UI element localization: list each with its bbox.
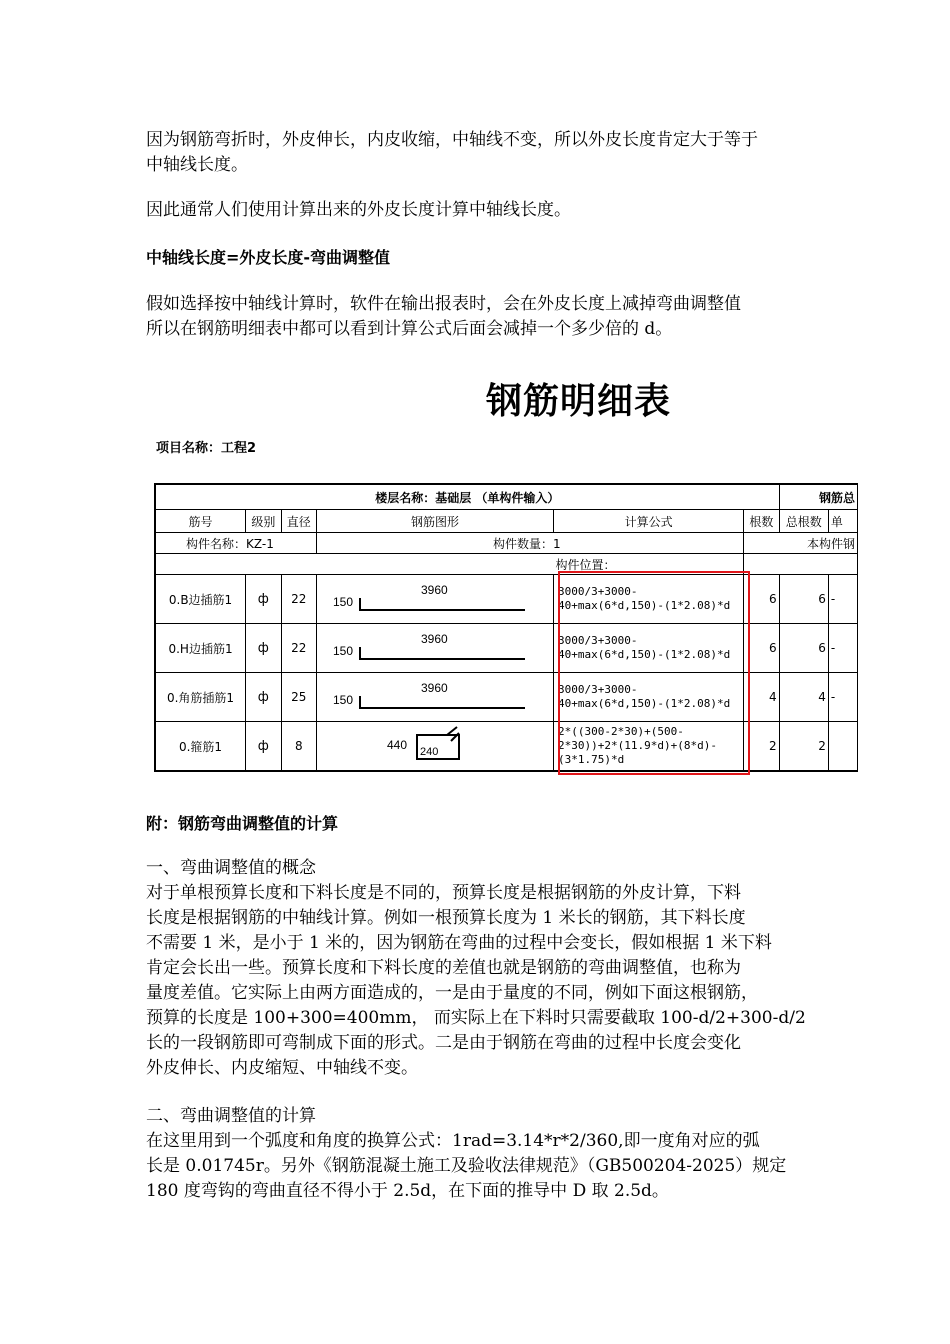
header-cell: 总根数: [779, 510, 828, 533]
text-line: 因为钢筋弯折时，外皮伸长，内皮收缩，中轴线不变，所以外皮长度肯定大于等于: [146, 130, 758, 150]
header-cell: 级别: [246, 510, 281, 533]
text-line: 在这里用到一个弧度和角度的换算公式：1rad=3.14*r*2/360,即一度角对应的弧: [146, 1131, 760, 1151]
rebar-schedule-figure: [146, 365, 858, 785]
component-row: [155, 533, 858, 554]
component-name: 构件名称：KZ-1: [155, 533, 317, 554]
rebar-line: [360, 598, 525, 610]
rebar-line: [360, 647, 525, 659]
header-cell: 直径: [281, 510, 316, 533]
shape-dim-b: 240: [420, 745, 439, 758]
text-line: 不需要 1 米，是小于 1 米的，因为钢筋在弯曲的过程中会变长，假如根据 1 米下料: [146, 933, 772, 953]
shape-dim-a: 150: [333, 643, 354, 658]
rebar-line: [360, 696, 525, 708]
text-line: 长度是根据钢筋的中轴线计算。例如一根预算长度为 1 米长的钢筋，其下料长度: [146, 908, 746, 928]
shape-dim-b: 3960: [421, 582, 448, 597]
text-line: 对于单根预算长度和下料长度是不同的，预算长度是根据钢筋的外皮计算，下料: [146, 883, 741, 903]
text-line: 外皮伸长、内皮缩短、中轴线不变。: [146, 1058, 418, 1078]
shape-cell: [317, 722, 554, 772]
grade-cell: ф: [246, 624, 281, 673]
section-title: 二、弯曲调整值的计算: [146, 1106, 316, 1126]
shape-cell: [317, 575, 554, 624]
shape-cell: [317, 624, 554, 673]
bar-name: 0.角筋插筋1: [155, 673, 246, 722]
total-count-cell: 6: [779, 624, 828, 673]
diameter-cell: 8: [281, 722, 316, 772]
total-count-cell: 6: [779, 575, 828, 624]
formula-cell: 2*((300-2*30)+(500-2*30))+2*(11.9*d)+(8*d)-(3*1.75)*d: [554, 722, 744, 772]
bar-name: 0.B边插筋1: [155, 575, 246, 624]
bar-name: 0.箍筋1: [155, 722, 246, 772]
formula-cell: 3000/3+3000-40+max(6*d,150)-(1*2.08)*d: [554, 624, 744, 673]
component-count: 构件数量：1: [317, 533, 744, 554]
paragraph-2: [146, 198, 816, 223]
stirrup-shape-icon: [319, 723, 551, 767]
diameter-cell: 25: [281, 673, 316, 722]
project-name: 项目名称：工程2: [156, 441, 257, 456]
text-line: 量度差值。它实际上由两方面造成的，一是由于量度的不同，例如下面这根钢筋，: [146, 983, 758, 1003]
figure-title: 钢筋明细表: [486, 381, 672, 422]
text-line: 长的一段钢筋即可弯制成下面的形式。二是由于钢筋在弯曲的过程中长度会变化: [146, 1033, 741, 1053]
section-title: 一、弯曲调整值的概念: [146, 858, 316, 878]
text-line: 因此通常人们使用计算出来的外皮长度计算中轴线长度。: [146, 200, 571, 220]
header-cell: 计算公式: [554, 510, 744, 533]
section-2: [146, 1104, 816, 1204]
shape-dim-a: 150: [333, 594, 354, 609]
header-cell: 根数: [744, 510, 779, 533]
text-line: 附：钢筋弯曲调整值的计算: [146, 814, 339, 833]
formula-cell: 3000/3+3000-40+max(6*d,150)-(1*2.08)*d: [554, 575, 744, 624]
header-cell: 钢筋图形: [317, 510, 554, 533]
component-total-label: 本构件钢: [744, 533, 858, 554]
paragraph-4: [146, 292, 816, 342]
component-position: 构件位置：: [554, 554, 744, 575]
rebar-hook-shape-icon: [319, 576, 551, 620]
text-line: 预算的长度是 100+300=400mm， 而实际上在下料时只需要截取 100-d/2+300-d/2: [146, 1008, 806, 1028]
section-1: [146, 856, 816, 1081]
shape-dim-b: 3960: [421, 631, 448, 646]
appendix-heading: [146, 811, 816, 836]
shape-dim-b: 3960: [421, 680, 448, 695]
total-count-cell: 4: [779, 673, 828, 722]
text-line: 所以在钢筋明细表中都可以看到计算公式后面会减掉一个多少倍的 d。: [146, 319, 673, 339]
position-row: [155, 554, 858, 575]
formula-cell: 3000/3+3000-40+max(6*d,150)-(1*2.08)*d: [554, 673, 744, 722]
text-line: 中轴线长度=外皮长度-弯曲调整值: [146, 248, 391, 267]
floor-row: [155, 484, 858, 510]
floor-total-label: 钢筋总: [779, 484, 857, 510]
paragraph-1: [146, 128, 816, 178]
bar-name: 0.H边插筋1: [155, 624, 246, 673]
count-cell: 2: [744, 722, 779, 772]
diameter-cell: 22: [281, 624, 316, 673]
formula-heading: [146, 245, 816, 270]
shape-dim-a: 150: [333, 692, 354, 707]
diameter-cell: 22: [281, 575, 316, 624]
shape-dim-a: 440: [387, 737, 408, 752]
table-row: [155, 722, 858, 772]
text-line: 长是 0.01745r。另外《钢筋混凝土施工及验收法律规范》（GB500204-2025）规定: [146, 1156, 787, 1176]
count-cell: 6: [744, 575, 779, 624]
text-line: 中轴线长度。: [146, 155, 248, 175]
header-cell: 筋号: [155, 510, 246, 533]
text-line: 180 度弯钩的弯曲直径不得小于 2.5d，在下面的推导中 D 取 2.5d。: [146, 1181, 669, 1201]
count-cell: 6: [744, 624, 779, 673]
text-line: 肯定会长出一些。预算长度和下料长度的差值也就是钢筋的弯曲调整值，也称为: [146, 958, 741, 978]
count-cell: 4: [744, 673, 779, 722]
rebar-hook-shape-icon: [319, 625, 551, 669]
rebar-hook-shape-icon: [319, 674, 551, 718]
floor-label: 楼层名称：基础层 （单构件输入）: [155, 484, 779, 510]
grade-cell: ф: [246, 673, 281, 722]
table-row: 0.角筋插筋1 ф 25 150 3960 3000/3+3000-40+max(6*d,150)-(1*2.08)*d 4 4 -: [155, 673, 858, 722]
table-row: 0.H边插筋1 ф 22 150 3960 3000/3+3000-40+max(6*d,150)-(1*2.08)*d 6 6 -: [155, 624, 858, 673]
grade-cell: ф: [246, 722, 281, 772]
header-cell: 单: [828, 510, 857, 533]
grade-cell: ф: [246, 575, 281, 624]
text-line: 假如选择按中轴线计算时，软件在输出报表时，会在外皮长度上减掉弯曲调整值: [146, 294, 741, 314]
table-row: 0.B边插筋1 ф 22 150 3960 3000/3+3000-40+max(6*d,150)-(1*2.08)*d 6 6 -: [155, 575, 858, 624]
header-row: [155, 510, 858, 533]
rebar-schedule-table: [154, 483, 858, 772]
shape-cell: [317, 673, 554, 722]
total-count-cell: 2: [779, 722, 828, 772]
